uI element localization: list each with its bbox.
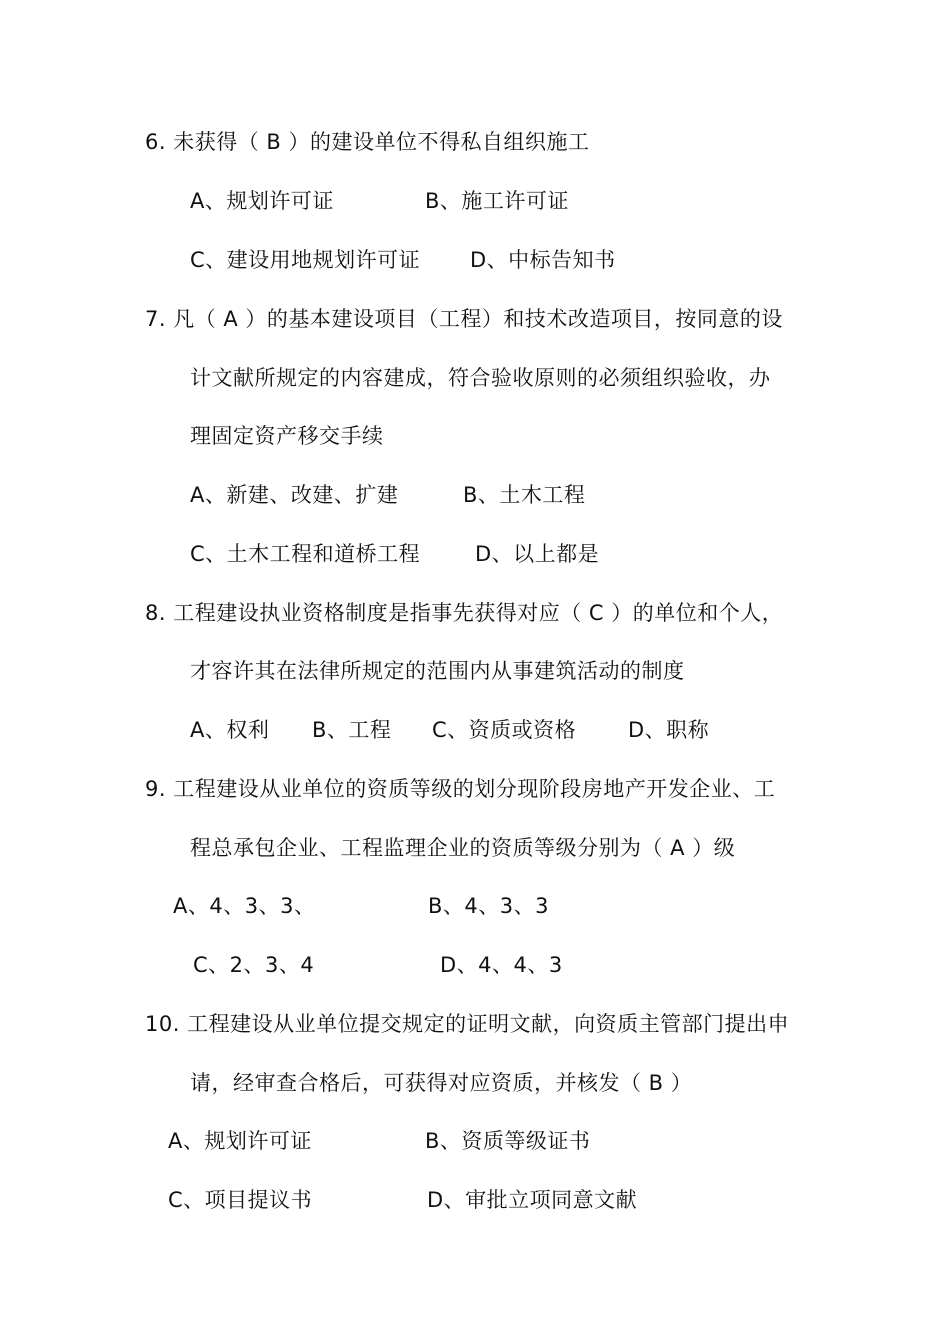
question-8-option-c: C、资质或资格 (432, 718, 577, 742)
question-6-line-1: 6. 未获得（ B ）的建设单位不得私自组织施工 (145, 130, 590, 154)
question-6-option-b: B、施工许可证 (425, 189, 569, 213)
question-8-option-d: D、职称 (628, 718, 710, 742)
question-7-option-a: A、新建、改建、扩建 (190, 483, 399, 507)
question-8-option-b: B、工程 (312, 718, 392, 742)
question-9-option-c: C、2、3、4 (193, 953, 315, 977)
question-9-line-1: 9. 工程建设从业单位的资质等级的划分现阶段房地产开发企业、工 (145, 777, 776, 801)
question-8-line-1: 8. 工程建设执业资格制度是指事先获得对应（ C ）的单位和个人， (145, 601, 784, 625)
question-10-line-1: 10. 工程建设从业单位提交规定的证明文献，向资质主管部门提出申 (145, 1012, 790, 1036)
question-10-option-c: C、项目提议书 (168, 1188, 313, 1212)
question-6-option-c: C、建设用地规划许可证 (190, 248, 421, 272)
question-8-line-2: 才容许其在法律所规定的范围内从事建筑活动的制度 (190, 659, 685, 683)
question-9-line-2: 程总承包企业、工程监理企业的资质等级分别为（ A ）级 (190, 836, 736, 860)
question-10-option-a: A、规划许可证 (168, 1129, 312, 1153)
question-7-option-d: D、以上都是 (475, 542, 600, 566)
question-6-option-a: A、规划许可证 (190, 189, 334, 213)
question-10-line-2: 请，经审查合格后，可获得对应资质，并核发（ B ） (190, 1071, 693, 1095)
question-7-option-b: B、土木工程 (463, 483, 586, 507)
question-9-option-d: D、4、4、3 (440, 953, 563, 977)
question-10-option-d: D、审批立项同意文献 (427, 1188, 638, 1212)
question-7-option-c: C、土木工程和道桥工程 (190, 542, 421, 566)
question-9-option-a: A、4、3、3、 (173, 894, 316, 918)
question-10-option-b: B、资质等级证书 (425, 1129, 591, 1153)
question-8-option-a: A、权利 (190, 718, 270, 742)
question-7-line-3: 理固定资产移交手续 (190, 424, 384, 448)
question-9-option-b: B、4、3、3 (428, 894, 549, 918)
question-7-line-1: 7. 凡（ A ）的基本建设项目（工程）和技术改造项目，按同意的设 (145, 307, 783, 331)
question-6-option-d: D、中标告知书 (470, 248, 616, 272)
question-7-line-2: 计文献所规定的内容建成，符合验收原则的必须组织验收，办 (190, 366, 771, 390)
